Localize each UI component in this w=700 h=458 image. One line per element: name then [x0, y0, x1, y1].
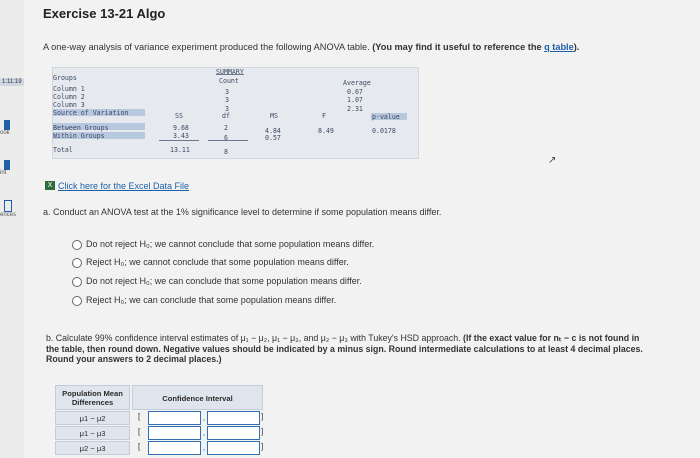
ci-upper-input[interactable] [207, 441, 260, 455]
answer-option[interactable] [72, 276, 362, 287]
radio-button[interactable] [72, 240, 82, 250]
references-icon [4, 200, 12, 212]
f-header: F [322, 112, 326, 120]
p-value: 0.0178 [372, 127, 396, 135]
print-icon [4, 160, 10, 170]
ss-value: 9.68 [173, 124, 189, 132]
ss-value: 13.11 [170, 146, 190, 154]
source-header: Source of Variation [53, 109, 129, 117]
count-header: Count [219, 77, 239, 85]
excel-data-file-link[interactable]: Click here for the Excel Data File [58, 181, 190, 191]
radio-button[interactable] [72, 258, 82, 268]
answer-option-label: Do not reject H₀; we cannot conclude that some population means differ. [86, 239, 375, 249]
ci-lower-input[interactable] [148, 411, 201, 425]
df-value: 6 [224, 134, 228, 142]
source-name: Total [53, 146, 73, 154]
page-title: Exercise 13-21 Algo [43, 6, 166, 21]
answer-option-label: Reject H₀; we cannot conclude that some population means differ. [86, 257, 349, 267]
ss-value: 3.43 [173, 132, 189, 140]
question-b-text: b. Calculate 99% confidence interval estimates of μ₁ − μ₂, μ₁ − μ₃, and μ₂ − μ₃ with Tukey's HSD approach. (If the exact value for nₜ − c is not found in the table, then round down. Negative values should be indicated by a minus sign. Round intermediate calculations to at least 4 decimal places. Round your answers to 2 decimal places.) [46, 333, 643, 364]
ci-row-label: μ2 − μ3 [55, 441, 130, 455]
radio-button[interactable] [72, 296, 82, 306]
ms-value: 4.84 [265, 127, 281, 135]
answer-option-label: Reject H₀; we can conclude that some population means differ. [86, 295, 337, 305]
f-value: 8.49 [318, 127, 334, 135]
timer-badge: 1:11:19 [2, 79, 22, 85]
group-average: 1.07 [347, 96, 363, 104]
ci-row-label: μ1 − μ2 [55, 411, 130, 425]
answer-option-label: Do not reject H₀; we can conclude that some population means differ. [86, 276, 362, 286]
group-name: Column 1 [53, 85, 85, 93]
groups-header: Groups [53, 74, 77, 82]
df-header: df [222, 112, 230, 120]
sidebar-item-label: ook [0, 130, 10, 136]
source-name: Within Groups [53, 132, 105, 140]
confidence-interval-table: Population Mean Differences Confidence Interval μ1 − μ2 [ , ] μ1 − μ3 [ , ] μ2 − μ3 [ , ] [55, 385, 263, 455]
source-name: Between Groups [53, 124, 109, 132]
group-count: 3 [225, 96, 229, 104]
ci-upper-input[interactable] [207, 411, 260, 425]
summary-label: SUMMARY [216, 68, 244, 76]
df-value: 8 [224, 148, 228, 156]
average-header: Average [343, 79, 371, 87]
group-average: 0.67 [347, 88, 363, 96]
answer-option[interactable] [72, 239, 374, 250]
left-sidebar [0, 0, 24, 458]
intro-text: A one-way analysis of variance experiment produced the following ANOVA table. (You may find it useful to reference the q table). [43, 42, 580, 52]
sidebar-item-ebook[interactable] [0, 120, 24, 136]
group-name: Column 2 [53, 93, 85, 101]
group-average: 2.31 [347, 105, 363, 113]
ci-lower-input[interactable] [148, 426, 201, 440]
anova-table [52, 67, 419, 159]
answer-option[interactable] [72, 257, 349, 268]
question-a-text: a. Conduct an ANOVA test at the 1% significance level to determine if some population means differ. [43, 207, 442, 217]
ss-header: SS [175, 112, 183, 120]
ci-lower-input[interactable] [148, 441, 201, 455]
ci-row-label: μ1 − μ3 [55, 426, 130, 440]
mouse-cursor-icon: ↗ [548, 155, 557, 166]
confidence-interval-header: Confidence Interval [132, 385, 263, 410]
population-mean-differences-header: Population Mean Differences [55, 385, 130, 410]
p-value-header: p-value [372, 113, 400, 121]
q-table-link[interactable]: q table [544, 42, 574, 52]
sidebar-item-references[interactable] [0, 200, 24, 218]
radio-button[interactable] [72, 277, 82, 287]
df-value: 2 [224, 124, 228, 132]
sidebar-item-label: int [0, 170, 7, 176]
ms-value: 0.57 [265, 134, 281, 142]
group-count: 3 [225, 88, 229, 96]
sidebar-item-print[interactable] [0, 160, 24, 176]
book-icon [4, 120, 10, 130]
answer-option[interactable] [72, 295, 336, 306]
group-name: Column 3 [53, 101, 85, 109]
group-count: 3 [225, 105, 229, 113]
sidebar-item-label: ences [0, 212, 17, 218]
ms-header: MS [270, 112, 278, 120]
ci-upper-input[interactable] [207, 426, 260, 440]
excel-file-icon: X [45, 181, 55, 190]
